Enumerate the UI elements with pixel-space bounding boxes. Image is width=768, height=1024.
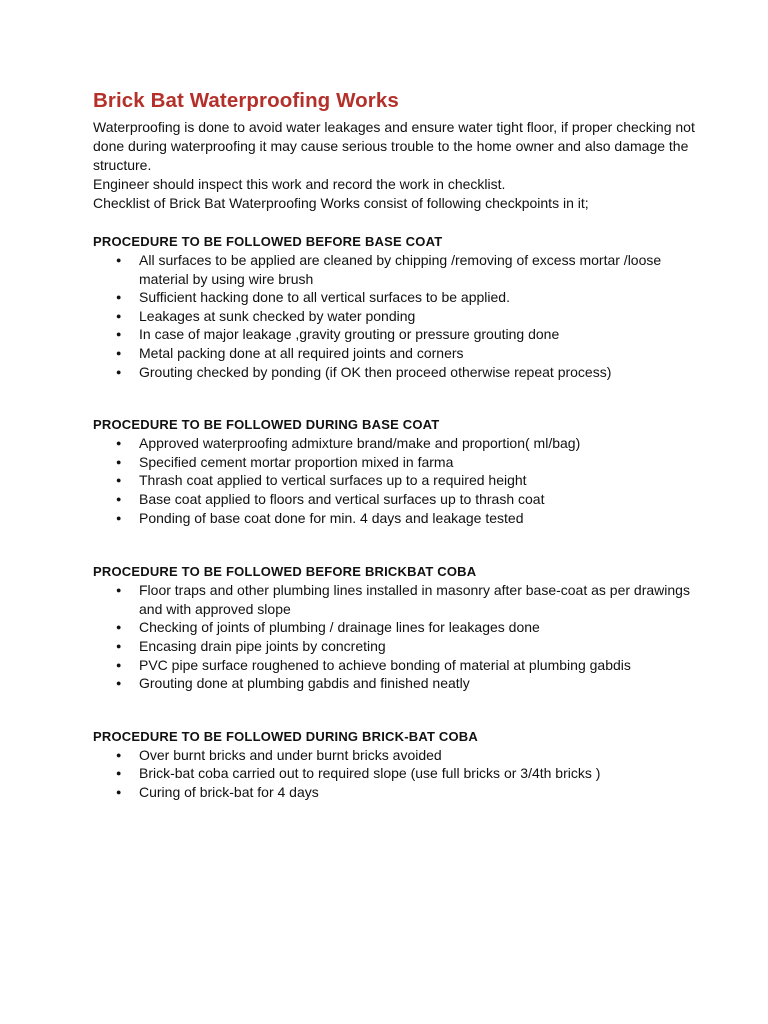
list-item-text: Over burnt bricks and under burnt bricks avoided [139, 746, 442, 763]
checklist-before-base-coat [93, 251, 708, 381]
list-item-text: Approved waterproofing admixture brand/make and proportion( ml/bag) [139, 435, 581, 452]
bullet-icon: ● [116, 585, 122, 596]
list-item-text: Checking of joints of plumbing / drainage lines for leakages done [139, 619, 540, 636]
list-item-text: In case of major leakage ,gravity grouting or pressure grouting done [139, 326, 560, 343]
list-item [116, 288, 708, 307]
section-heading-before-base-coat: PROCEDURE TO BE FOLLOWED BEFORE BASE COAT [93, 234, 443, 249]
section-heading-during-brick-bat-coba: PROCEDURE TO BE FOLLOWED DURING BRICK-BAT COBA [93, 728, 478, 744]
list-item-text: PVC pipe surface roughened to achieve bonding of material at plumbing gabdis [139, 656, 631, 673]
bullet-icon: ● [116, 255, 122, 265]
list-item-text: Curing of brick-bat for 4 days [139, 783, 319, 800]
list-item [116, 453, 708, 472]
document-title: Brick Bat Waterproofing Works [93, 89, 399, 112]
list-item [116, 783, 708, 802]
intro-text [93, 118, 708, 213]
list-item [116, 325, 708, 344]
list-item-text: Thrash coat applied to vertical surfaces up to a required height [139, 472, 527, 489]
bullet-icon: ● [116, 366, 122, 377]
bullet-icon: ● [116, 292, 122, 303]
section-heading-before-brickbat-coba: PROCEDURE TO BE FOLLOWED BEFORE BRICKBAT COBA [93, 564, 477, 580]
section-heading-during-base-coat: PROCEDURE TO BE FOLLOWED DURING BASE COAT [93, 417, 440, 433]
bullet-icon: ● [116, 678, 122, 689]
list-item-text: Ponding of base coat done for min. 4 days and leakage tested [139, 509, 524, 526]
list-item [116, 490, 708, 509]
list-item [116, 434, 708, 453]
list-item [116, 656, 708, 675]
intro-paragraph: Checklist of Brick Bat Waterproofing Works consist of following checkpoints in it; [93, 195, 589, 211]
list-item [116, 618, 708, 637]
checklist-during-brick-bat-coba [93, 746, 708, 802]
bullet-icon: ● [116, 786, 122, 797]
list-item-text: Floor traps and other plumbing lines installed in masonry after base-coat as per drawings and with approved slope [139, 582, 690, 617]
list-item [116, 307, 708, 326]
checklist-during-base-coat [93, 434, 708, 527]
bullet-icon: ● [116, 347, 122, 358]
list-item-text: Sufficient hacking done to all vertical surfaces to be applied. [139, 289, 510, 306]
bullet-icon: ● [116, 640, 122, 651]
bullet-icon: ● [116, 493, 122, 504]
bullet-icon: ● [116, 310, 122, 321]
bullet-icon: ● [116, 456, 122, 467]
list-item-text: Brick-bat coba carried out to required slope (use full bricks or 3/4th bricks ) [139, 765, 601, 782]
bullet-icon: ● [116, 512, 122, 523]
list-item-text: Leakages at sunk checked by water ponding [139, 307, 416, 324]
list-item [116, 251, 708, 288]
list-item [116, 471, 708, 490]
list-item [116, 581, 708, 618]
bullet-icon: ● [116, 749, 122, 760]
bullet-icon: ● [116, 659, 122, 670]
list-item [116, 764, 708, 783]
list-item-text: All surfaces to be applied are cleaned by chipping /removing of excess mortar /loose material by using wire brush [139, 252, 662, 287]
list-item-text: Base coat applied to floors and vertical surfaces up to thrash coat [139, 490, 545, 507]
list-item [116, 344, 708, 363]
intro-paragraph: Engineer should inspect this work and record the work in checklist. [93, 176, 506, 192]
list-item [116, 674, 708, 693]
list-item-text: Metal packing done at all required joints and corners [139, 344, 464, 361]
bullet-icon: ● [116, 768, 122, 779]
bullet-icon: ● [116, 438, 122, 449]
list-item [116, 637, 708, 656]
list-item-text: Encasing drain pipe joints by concreting [139, 637, 386, 654]
list-item-text: Grouting checked by ponding (if OK then proceed otherwise repeat process) [139, 363, 612, 380]
checklist-before-brickbat-coba [93, 581, 708, 693]
bullet-icon: ● [116, 475, 122, 486]
list-item-text: Grouting done at plumbing gabdis and finished neatly [139, 675, 470, 692]
bullet-icon: ● [116, 622, 122, 633]
list-item [116, 509, 708, 528]
intro-paragraph: Waterproofing is done to avoid water leakages and ensure water tight floor, if proper checking not done during waterproofing it may cause serious trouble to the home owner and also damage the structure. [93, 119, 695, 173]
list-item-text: Specified cement mortar proportion mixed in farma [139, 453, 454, 470]
bullet-icon: ● [116, 329, 122, 340]
list-item [116, 363, 708, 382]
list-item [116, 746, 708, 765]
